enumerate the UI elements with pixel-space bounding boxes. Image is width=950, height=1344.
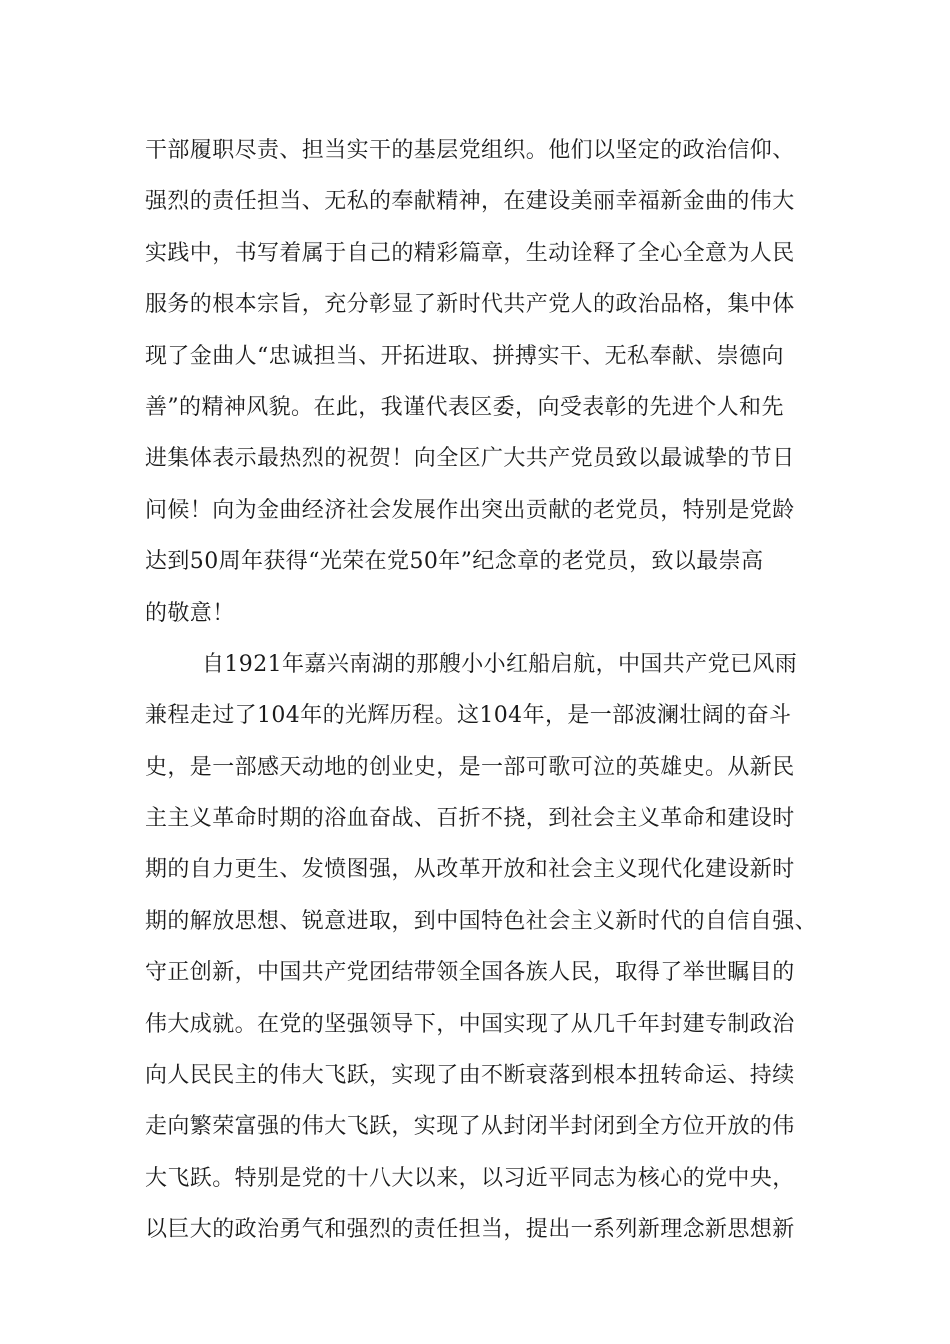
text-line: 达到50周年获得“光荣在党50年”纪念章的老党员，致以最崇高 [145,549,764,575]
text-line: 进集体表示最热烈的祝贺！向全区广大共产党员致以最诚挚的节日 [145,446,795,472]
text-line: 向人民民主的伟大飞跃，实现了由不断衰落到根本扭转命运、持续 [145,1063,795,1089]
text-line: 以巨大的政治勇气和强烈的责任担当，提出一系列新理念新思想新 [145,1217,795,1243]
text-line: 兼程走过了104年的光辉历程。这104年，是一部波澜壮阔的奋斗 [145,703,792,729]
text-line: 现了金曲人“忠诚担当、开拓进取、拼搏实干、无私奉献、崇德向 [145,343,784,369]
text-line: 实践中，书写着属于自己的精彩篇章，生动诠释了全心全意为人民 [145,240,795,266]
text-line: 善”的精神风貌。在此，我谨代表区委，向受表彰的先进个人和先 [145,394,784,420]
text-line: 问候！向为金曲经济社会发展作出突出贡献的老党员，特别是党龄 [145,497,795,523]
text-line: 走向繁荣富强的伟大飞跃，实现了从封闭半封闭到全方位开放的伟 [145,1114,795,1140]
body-text [145,125,825,1256]
text-line: 守正创新，中国共产党团结带领全国各族人民，取得了举世瞩目的 [145,960,795,986]
text-line: 史，是一部感天动地的创业史，是一部可歌可泣的英雄史。从新民 [145,754,795,780]
text-line: 的敬意！ [145,600,235,626]
text-line: 服务的根本宗旨，充分彰显了新时代共产党人的政治品格，集中体 [145,292,795,318]
text-line: 干部履职尽责、担当实干的基层党组织。他们以坚定的政治信仰、 [145,138,795,163]
text-line: 强烈的责任担当、无私的奉献精神，在建设美丽幸福新金曲的伟大 [145,189,795,215]
text-line: 期的自力更生、发愤图强，从改革开放和社会主义现代化建设新时 [145,857,795,883]
text-line: 大飞跃。特别是党的十八大以来，以习近平同志为核心的党中央， [145,1165,795,1191]
paragraph-start-line: 自1921年嘉兴南湖的那艘小小红船启航，中国共产党已风雨 [202,651,798,677]
text-line: 期的解放思想、锐意进取，到中国特色社会主义新时代的自信自强、 [145,908,818,934]
text-line: 主主义革命时期的浴血奋战、百折不挠，到社会主义革命和建设时 [145,806,795,832]
text-line: 伟大成就。在党的坚强领导下，中国实现了从几千年封建专制政治 [145,1011,795,1037]
